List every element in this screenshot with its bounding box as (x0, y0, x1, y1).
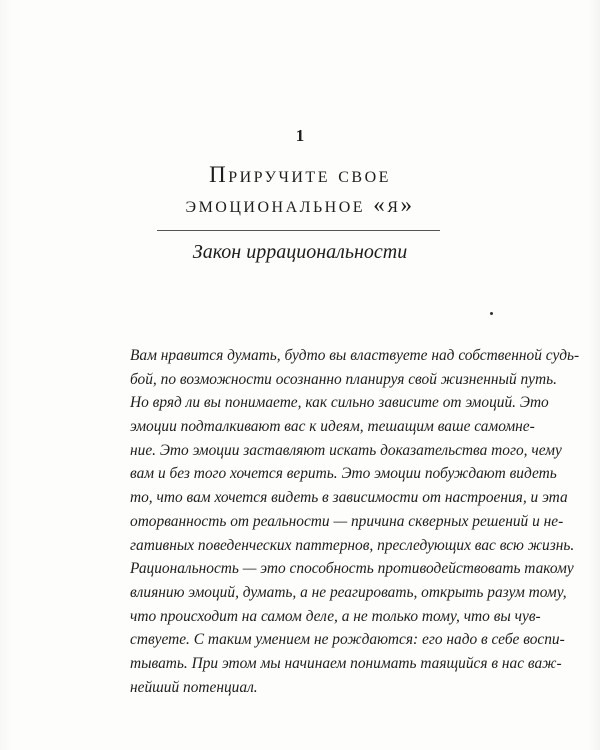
text-line: ние. Это эмоции заставляют искать доказательства того, чему (130, 441, 562, 459)
text-line: то, что вам хочется видеть в зависимости от настроения, и эта (130, 489, 568, 507)
title-divider (157, 230, 440, 231)
text-line: гативных поведенческих паттернов, преследующих вас всю жизнь. (130, 536, 575, 554)
chapter-title-line: эмоциональное «я» (185, 192, 415, 217)
text-line: что происходит на самом деле, а не только тому, что вы чув- (130, 607, 541, 625)
text-line: влиянию эмоций, думать, а не реагировать, открыть разум тому, (130, 583, 567, 601)
text-line: Рациональность — это способность противодействовать такому (130, 560, 574, 578)
text-line: Но вряд ли вы понимаете, как сильно зависите от эмоций. Это (130, 394, 549, 412)
chapter-title (0, 160, 600, 220)
text-line: эмоции подталкивают вас к идеям, тешащим ваше самомне- (130, 418, 535, 436)
print-speck (490, 312, 493, 315)
chapter-title-line: Приручите свое (209, 162, 391, 187)
text-line: тывать. При этом мы начинаем понимать таящийся в нас важ- (130, 654, 562, 672)
text-line: бой, по возможности осознанно планируя свой жизненный путь. (130, 370, 557, 388)
text-line: Вам нравится думать, будто вы властвуете над собственной судь- (130, 347, 580, 364)
text-line: нейший потенциал. (130, 678, 258, 696)
chapter-number: 1 (295, 126, 305, 145)
text-line: вам и без того хочется верить. Это эмоции побуждают видеть (130, 465, 557, 483)
epigraph-paragraph (130, 344, 580, 699)
text-line: ствуете. С таким умением не рождаются: его надо в себе воспи- (130, 631, 565, 649)
text-line: оторванность от реальности — причина скверных решений и не- (130, 512, 564, 530)
chapter-subtitle: Закон иррациональности (192, 241, 408, 263)
